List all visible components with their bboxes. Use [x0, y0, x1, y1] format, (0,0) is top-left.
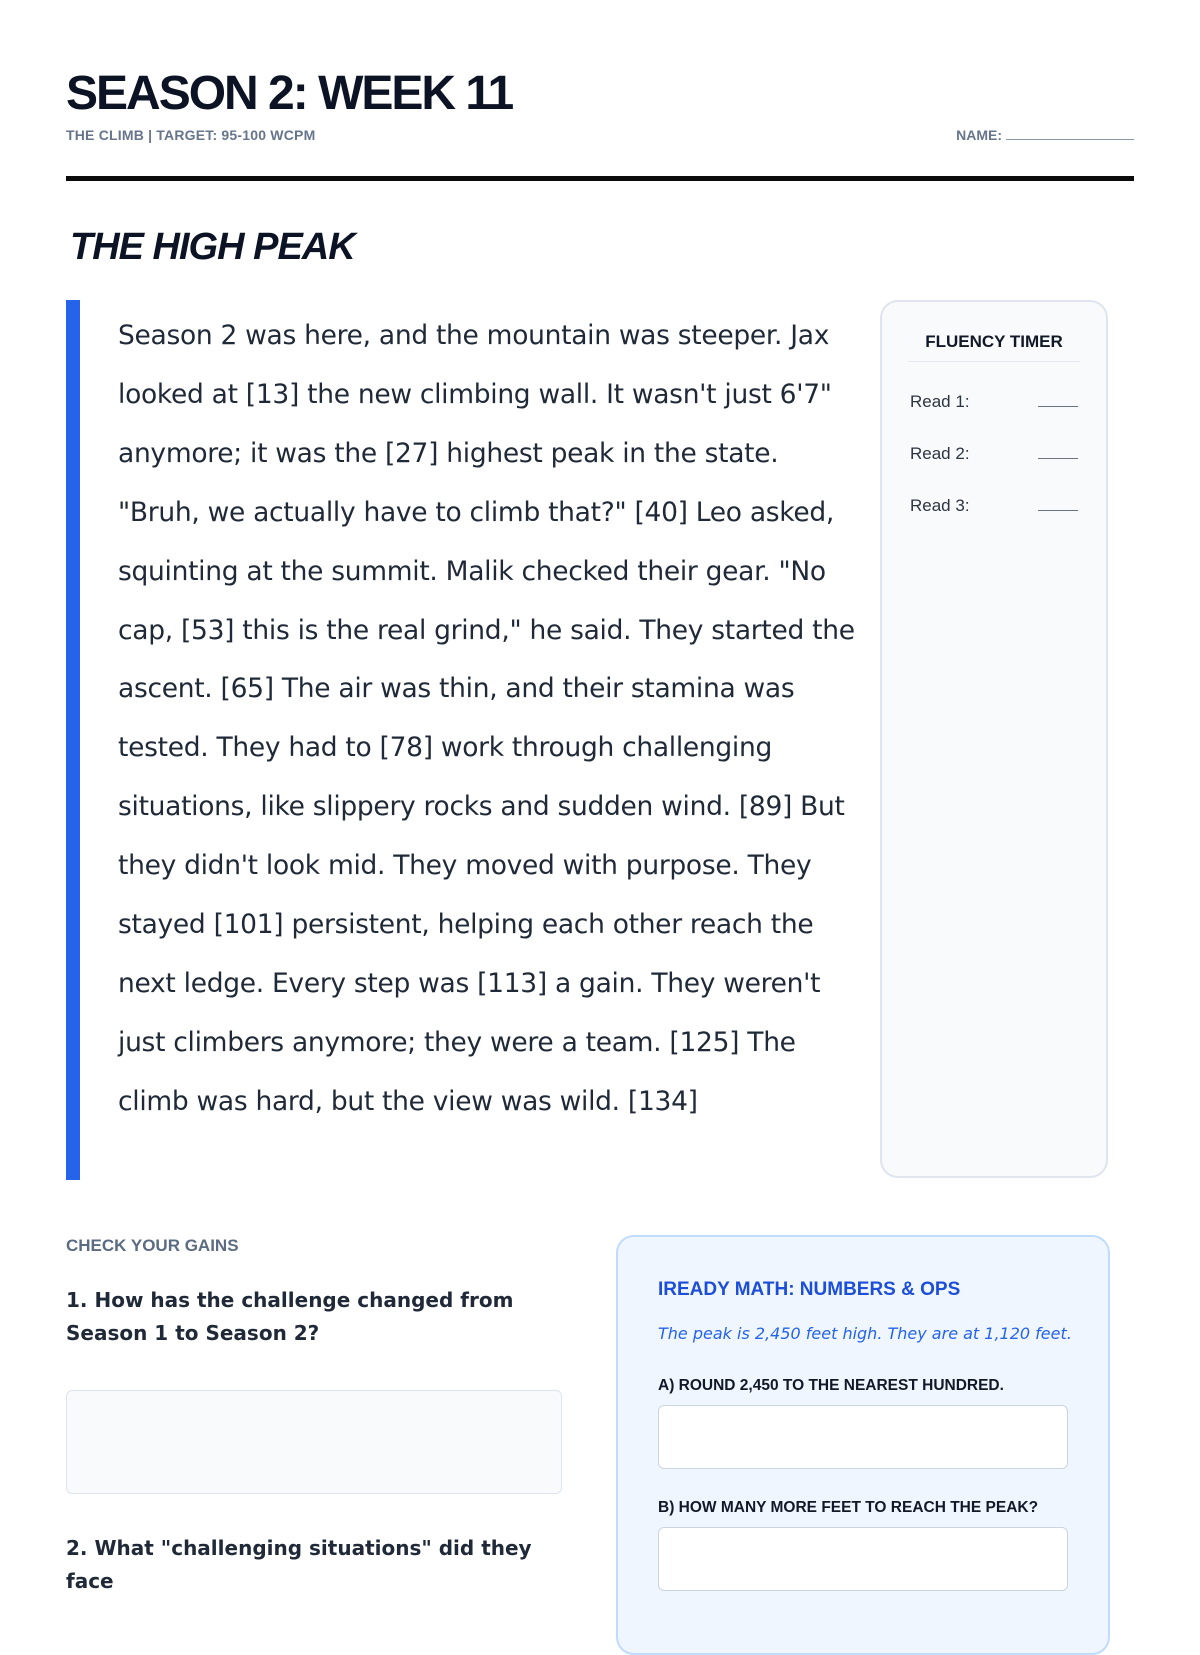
fluency-timer-title: FLUENCY TIMER	[908, 332, 1080, 362]
timer-read-label: Read 1:	[910, 392, 970, 411]
timer-read-label: Read 3:	[910, 496, 970, 515]
timer-read-3	[910, 496, 1078, 520]
reading-passage: Season 2 was here, and the mountain was steeper. Jax looked at [13] the new climbing wall. It wasn't just 6'7" anymore; it was the [27] highest peak in the state. "Bruh, we actually have to climb that?" [40] Leo asked, squinting at the summit. Malik checked their gear. "No cap, [53] this is the real grind," he said. They started the ascent. [65] The air was thin, and their stamina was tested. They had to [78] work through challenging situations, like slippery rocks and sudden wind. [89] But they didn't look mid. They moved with purpose. They stayed [101] persistent, helping each other reach the next ledge. Every step was [113] a gain. They weren't just climbers anymore; they were a team. [125] The climb was hard, but the view was wild. [134]	[118, 320, 855, 1117]
questions-heading: CHECK YOUR GAINS	[66, 1236, 239, 1255]
timer-blank[interactable]	[1038, 406, 1078, 407]
timer-read-2	[910, 444, 1078, 468]
story-title: THE HIGH PEAK	[70, 226, 355, 268]
page-subtitle: THE CLIMB | TARGET: 95-100 WCPM	[66, 127, 316, 143]
page-title: SEASON 2: WEEK 11	[66, 67, 513, 120]
math-problem-intro: The peak is 2,450 feet high. They are at 1,120 feet.	[658, 1324, 1072, 1343]
passage-accent-bar	[66, 300, 80, 1180]
name-line[interactable]	[1006, 127, 1134, 140]
question-1: 1. How has the challenge changed from Season 1 to Season 2?	[66, 1288, 514, 1345]
answer-box-1[interactable]	[66, 1390, 562, 1494]
math-panel-title: IREADY MATH: NUMBERS & OPS	[658, 1279, 961, 1300]
math-panel	[616, 1235, 1110, 1655]
math-question-a: A) ROUND 2,450 TO THE NEAREST HUNDRED.	[658, 1377, 1004, 1394]
fluency-timer-panel	[880, 300, 1108, 1178]
timer-read-label: Read 2:	[910, 444, 970, 463]
header-divider	[66, 176, 1134, 181]
timer-blank[interactable]	[1038, 458, 1078, 459]
name-label: NAME:	[956, 127, 1002, 143]
math-answer-b[interactable]	[658, 1527, 1068, 1591]
name-field[interactable]	[956, 127, 1134, 143]
math-question-b: B) HOW MANY MORE FEET TO REACH THE PEAK?	[658, 1499, 1039, 1516]
timer-blank[interactable]	[1038, 510, 1078, 511]
math-answer-a[interactable]	[658, 1405, 1068, 1469]
question-2: 2. What "challenging situations" did they face	[66, 1536, 532, 1593]
timer-read-1	[910, 392, 1078, 416]
